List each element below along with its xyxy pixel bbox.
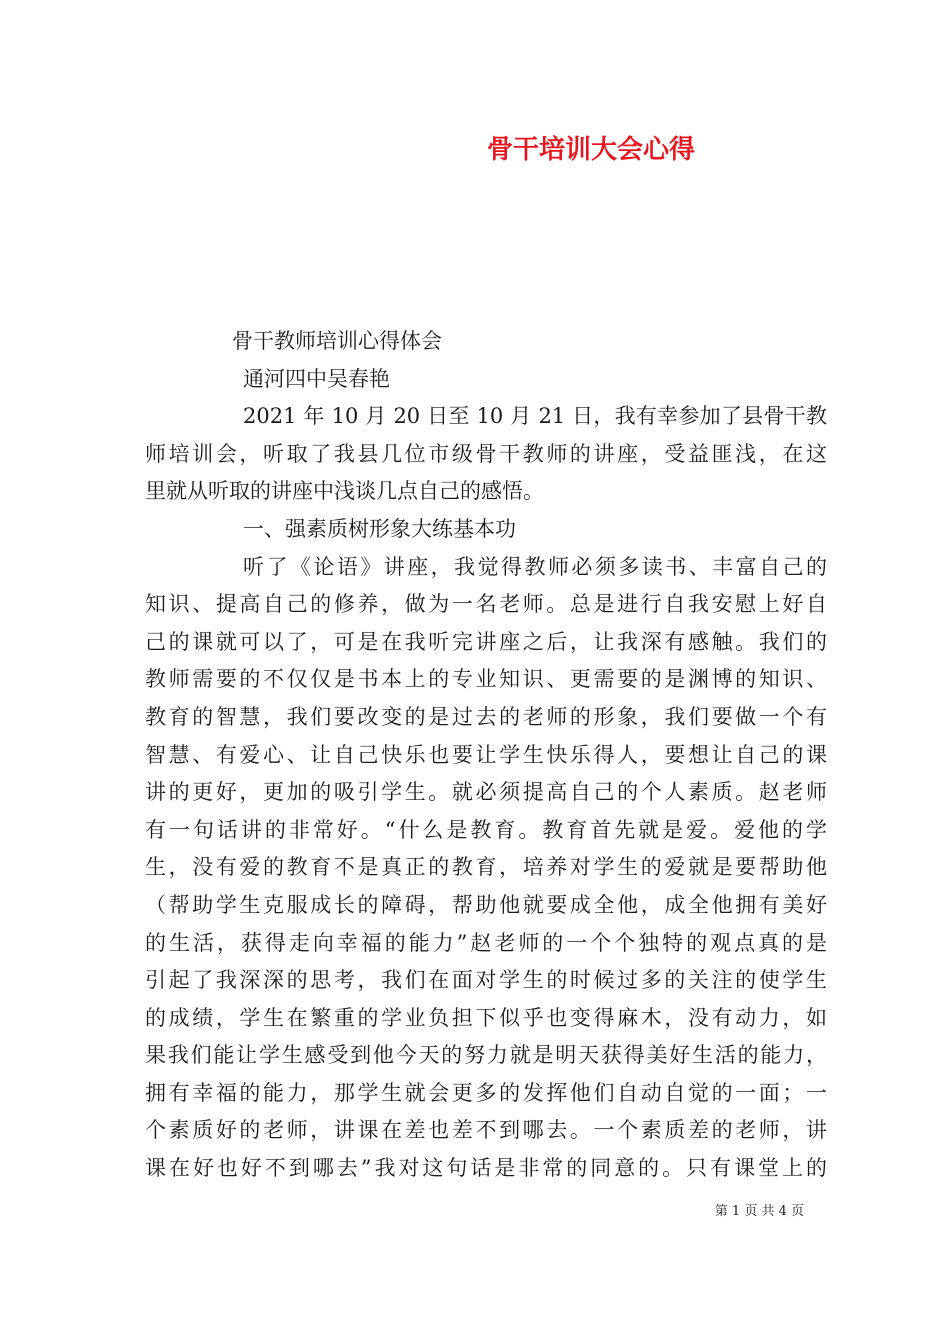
paragraph-line: （帮助学生克服成长的障碍，帮助他就要成全他，成全他拥有美好: [145, 892, 827, 917]
author-line: 通河四中吴春艳: [243, 366, 390, 391]
paragraph-line: 里就从听取的讲座中浅谈几点自己的感悟。: [145, 479, 544, 504]
document-body: [145, 323, 827, 1188]
page-number: 第 1 页 共 4 页: [714, 1204, 804, 1219]
document-title: 骨干培训大会心得: [487, 135, 696, 165]
paragraph-line: 智慧、有爱心、让自己快乐也要让学生快乐得人，要想让自己的课: [145, 742, 827, 767]
paragraph-line: 有一句话讲的非常好。“什么是教育。教育首先就是爱。爱他的学: [145, 817, 827, 842]
paragraph-line: 果我们能让学生感受到他今天的努力就是明天获得美好生活的能力，: [145, 1043, 827, 1068]
paragraph-line: 课在好也好不到哪去”我对这句话是非常的同意的。只有课堂上的: [145, 1156, 827, 1181]
article-heading: 骨干教师培训心得体会: [232, 329, 442, 353]
paragraph-line: 的成绩，学生在繁重的学业负担下似乎也变得麻木，没有动力，如: [145, 1005, 827, 1030]
paragraph-line: 听了《论语》讲座，我觉得教师必须多读书、丰富自己的: [243, 554, 827, 579]
paragraph-line: 教育的智慧，我们要改变的是过去的老师的形象，我们要做一个有: [145, 704, 827, 729]
paragraph-line: 教师需要的不仅仅是书本上的专业知识、更需要的是渊博的知识、: [145, 667, 827, 692]
paragraph-line: 师培训会，听取了我县几位市级骨干教师的讲座，受益匪浅，在这: [145, 441, 827, 466]
paragraph-line: 生，没有爱的教育不是真正的教育，培养对学生的爱就是要帮助他: [145, 855, 827, 880]
paragraph-line: 的生活，获得走向幸福的能力”赵老师的一个个独特的观点真的是: [145, 930, 827, 955]
paragraph-line: 2021 年 10 月 20 日至 10 月 21 日，我有幸参加了县骨干教: [243, 404, 827, 429]
paragraph-line: 知识、提高自己的修养，做为一名老师。总是进行自我安慰上好自: [145, 592, 827, 617]
paragraph-line: 个素质好的老师，讲课在差也差不到哪去。一个素质差的老师，讲: [145, 1118, 827, 1143]
section-heading: 一、强素质树形象大练基本功: [243, 516, 516, 541]
paragraph-line: 己的课就可以了，可是在我听完讲座之后，让我深有感触。我们的: [145, 629, 827, 654]
paragraph-line: 讲的更好，更加的吸引学生。就必须提高自己的个人素质。赵老师: [145, 780, 827, 805]
paragraph-line: 拥有幸福的能力，那学生就会更多的发挥他们自动自觉的一面；一: [145, 1080, 827, 1105]
paragraph-line: 引起了我深深的思考，我们在面对学生的时候过多的关注的使学生: [145, 968, 827, 993]
